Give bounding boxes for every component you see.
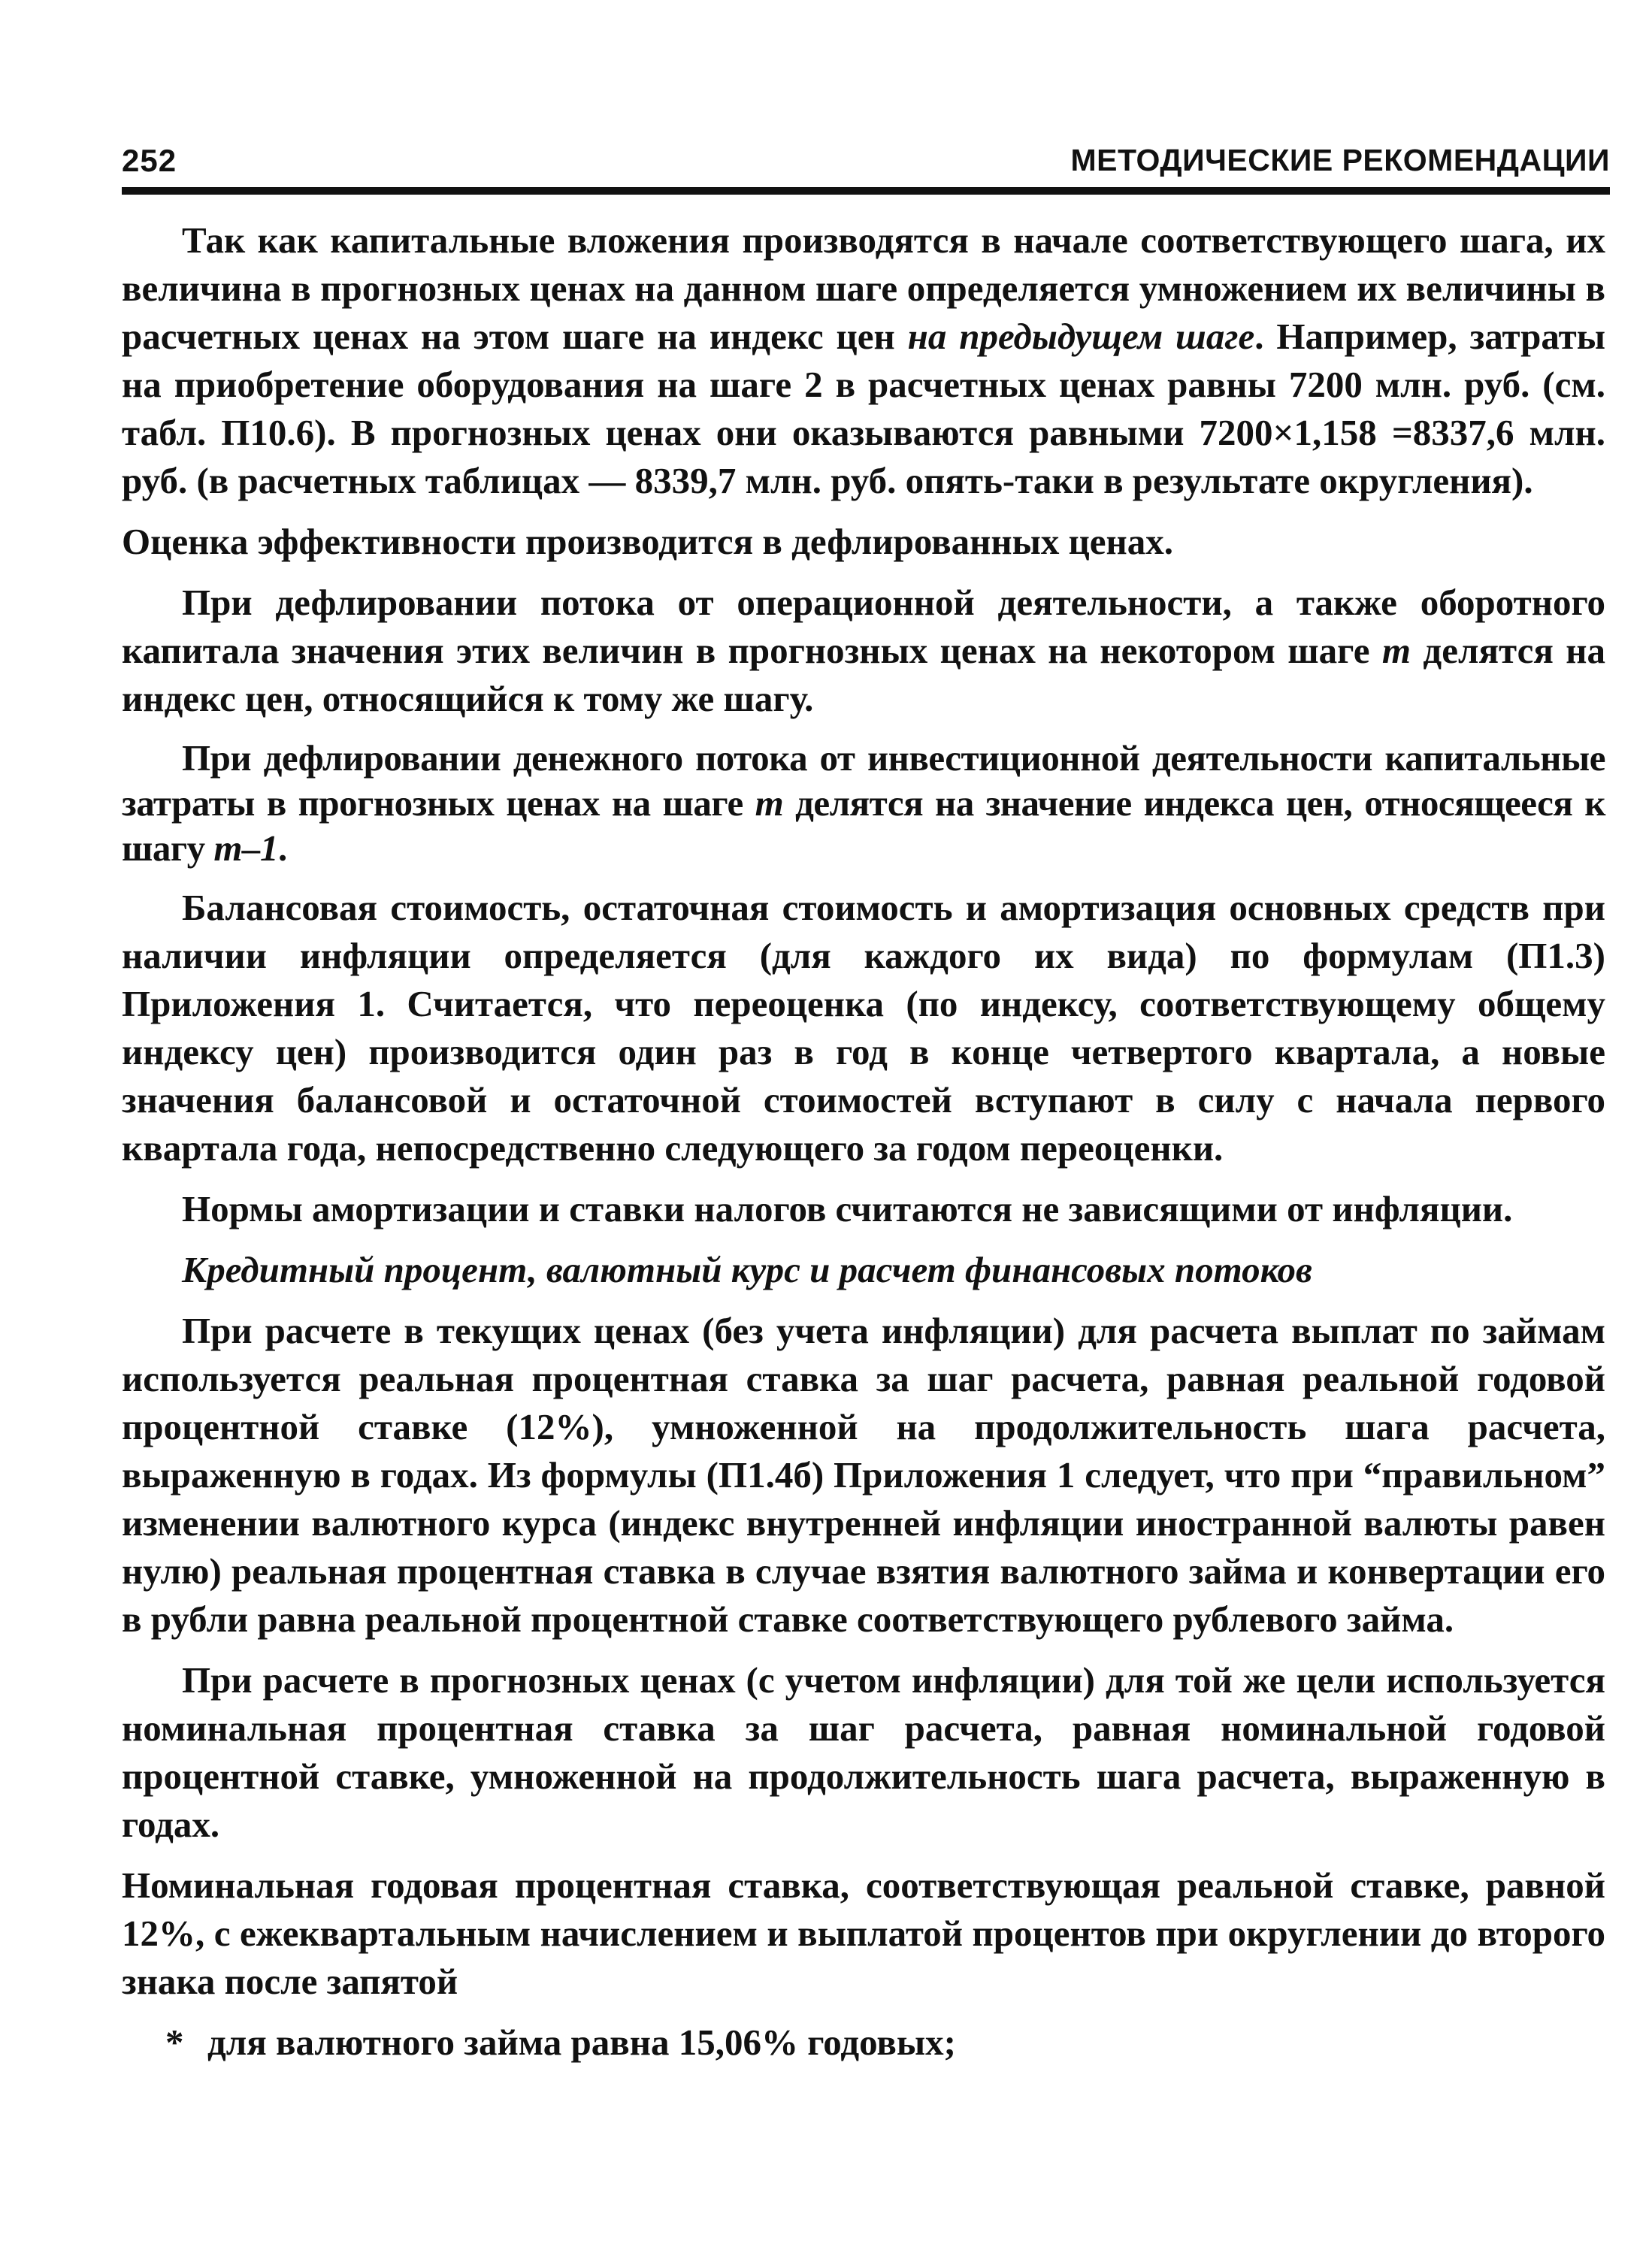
paragraph-annual-nominal-rate (122, 1861, 1605, 2006)
paragraph-investment-deflation (122, 736, 1605, 871)
page-header (122, 143, 1610, 188)
text-run: При расчете в текущих ценах (без учета инфляции) для расчета выплат по займам используется реальная процентная ставка за шаг расчета, равная реальной годовой процентной ставке (12%), умноженной на продолжительность шага расчета, выраженную в годах. Из формулы (П1.4б) Приложения 1 следует, что при “правильном” изменении валютного курса (индекс внутренней инфляции иностранной валюты равен нулю) реальная процентная ставка в случае взятия валютного займа и конвертации его в рубли равна реальной процентной ставке соответствующего рублевого займа. (122, 1310, 1605, 1640)
text-run: . (278, 827, 287, 869)
text-run: Номинальная годовая процентная ставка, соответствующая реальной ставке, равной 12%, с ежеквартальным начислением и выплатой процентов при округлении до второго знака после запятой (122, 1864, 1605, 2002)
running-head: МЕТОДИЧЕСКИЕ РЕКОМЕНДАЦИИ (1070, 143, 1610, 177)
section-heading: Кредитный процент, валютный курс и расчет финансовых потоков (182, 1249, 1312, 1290)
emphasis-text: m (755, 782, 784, 824)
list-item (122, 2019, 1605, 2067)
emphasis-text: на предыдущем шаге (907, 316, 1255, 357)
text-run: При дефлировании денежного потока от инвестиционной деятельности капитальные затраты в прогнозных ценах на шаге (122, 737, 1605, 824)
paragraph-operating-deflation (122, 579, 1605, 723)
paragraph-capital-investments (122, 216, 1605, 505)
header-rule (122, 187, 1610, 195)
paragraph-real-rate (122, 1307, 1605, 1644)
bullet-icon: * (165, 2022, 184, 2063)
paragraph-book-value (122, 884, 1605, 1172)
text-run: делятся на индекс цен, относящийся к тому же шагу. (122, 630, 1605, 719)
text-run: . Например, затраты на приобретение оборудования на шаге 2 в расчетных ценах равны 7200 млн. руб. (см. табл. П10.6). В прогнозных ценах они оказываются равными 7200×1,158 =8337,6 млн. руб. (в расчетных таблицах — 8339,7 млн. руб. опять-таки в результате округления). (122, 316, 1605, 501)
text-run: Так как капитальные вложения производятся в начале соответствующего шага, их величина в прогнозных ценах на данном шаге определяется умножением их величины в расчетных ценах на этом шаге на индекс цен (122, 219, 1605, 357)
text-run: делятся на значение индекса цен, относящееся к шагу (122, 782, 1605, 869)
text-run: При дефлировании потока от операционной деятельности, а также оборотного капитала значения этих величин в прогнозных ценах на некотором шаге (122, 582, 1605, 671)
paragraph-depreciation-norms (122, 1185, 1605, 1233)
emphasis-text: m (1381, 630, 1411, 671)
text-run: Нормы амортизации и ставки налогов считаются не зависящими от инфляции. (182, 1188, 1513, 1229)
text-run: Оценка эффективности производится в дефлированных ценах. (122, 521, 1174, 562)
page-number: 252 (122, 143, 177, 178)
emphasis-text: m–1 (213, 827, 278, 869)
text-run: Балансовая стоимость, остаточная стоимость и амортизация основных средств при наличии инфляции определяется (для каждого их вида) по формулам (П1.3) Приложения 1. Считается, что переоценка (по индексу, соответствующему общему индексу цен) производится один раз в год в конце четвертого квартала, а новые значения балансовой и остаточной стоимостей вступают в силу с начала первого квартала года, непосредственно следующего за годом переоценки. (122, 887, 1605, 1169)
paragraph-nominal-rate (122, 1656, 1605, 1849)
list-item-text: для валютного займа равна 15,06% годовых; (207, 2022, 956, 2063)
text-run: При расчете в прогнозных ценах (с учетом инфляции) для той же цели используется номинальная процентная ставка за шаг расчета, равная номинальной годовой процентной ставке, умноженной на продолжительность шага расчета, выраженную в годах. (122, 1659, 1605, 1845)
paragraph-efficiency-evaluation (122, 518, 1605, 566)
body-text (122, 216, 1605, 2067)
